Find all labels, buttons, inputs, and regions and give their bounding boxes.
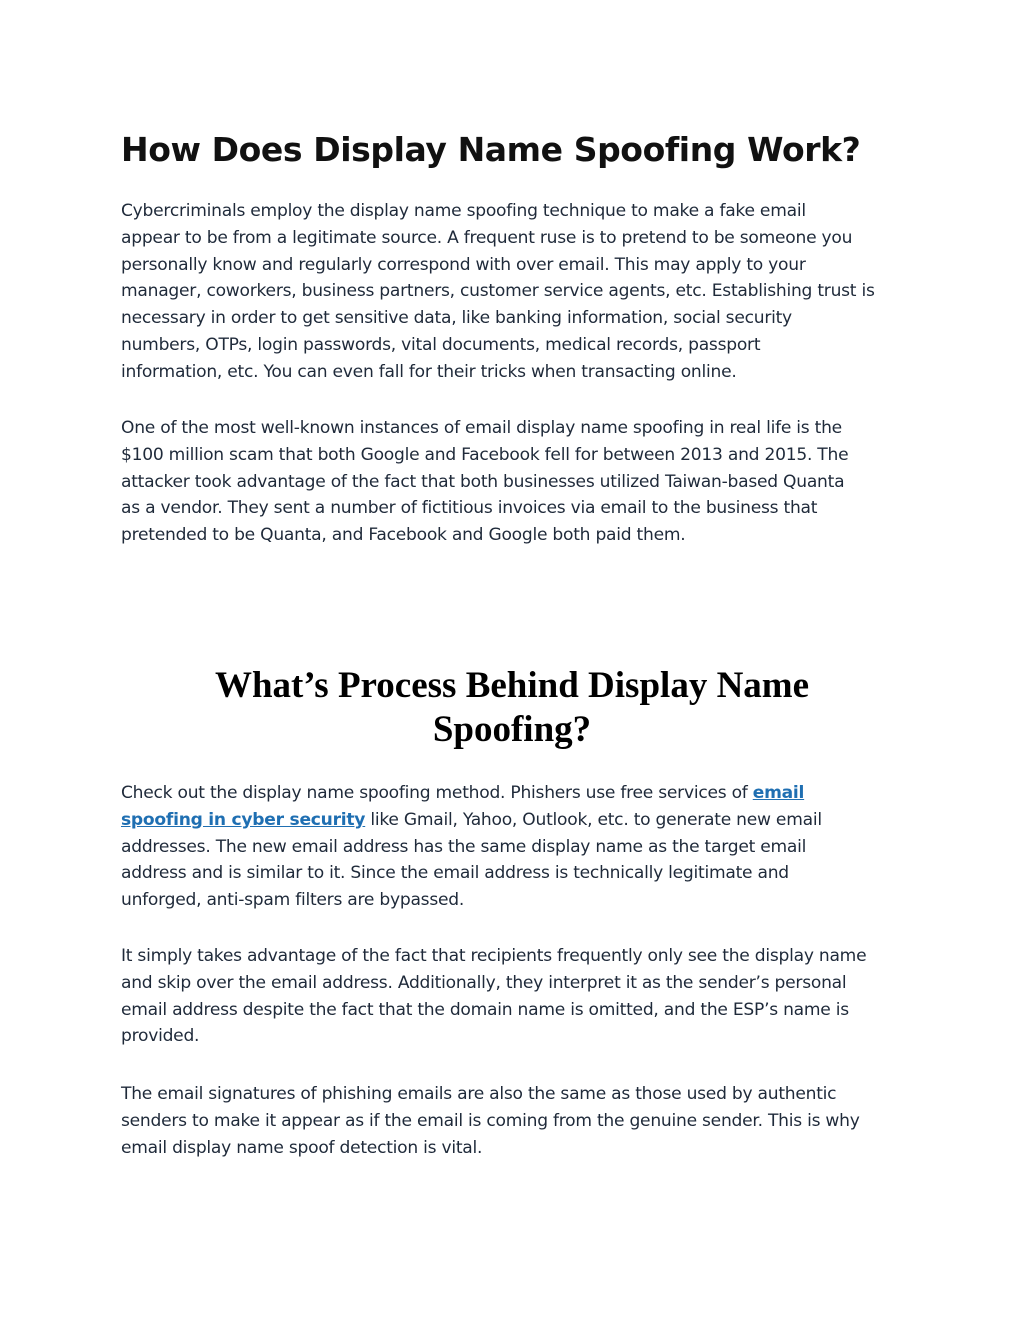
text-line: address and is similar to it. Since the email address is technically legitimate and <box>121 863 789 884</box>
text-line: appear to be from a legitimate source. A frequent ruse is to pretend to be someone you <box>121 227 853 248</box>
text-line: addresses. The new email address has the same display name as the target email <box>121 836 807 857</box>
section2-paragraph-3 <box>121 1081 911 1161</box>
text-line: email address despite the fact that the domain name is omitted, and the ESP’s name is <box>121 999 849 1020</box>
text-segment: like Gmail, Yahoo, Outlook, etc. to generate new email <box>365 809 822 830</box>
heading-line: Spoofing? <box>432 709 592 750</box>
section2-heading <box>121 664 903 752</box>
text-line: attacker took advantage of the fact that both businesses utilized Taiwan-based Quanta <box>121 471 845 492</box>
text-line: information, etc. You can even fall for their tricks when transacting online. <box>121 361 737 382</box>
section2-paragraph-2 <box>121 943 911 1050</box>
text-line <box>121 780 911 807</box>
text-line: The email signatures of phishing emails are also the same as those used by authentic <box>121 1084 837 1104</box>
text-line: and skip over the email address. Additionally, they interpret it as the sender’s personal <box>121 972 847 993</box>
text-line: manager, coworkers, business partners, customer service agents, etc. Establishing trust is <box>121 281 875 302</box>
text-line: pretended to be Quanta, and Facebook and Google both paid them. <box>121 525 686 546</box>
text-line: senders to make it appear as if the email is coming from the genuine sender. This is why <box>121 1110 860 1131</box>
section1-paragraph-1 <box>121 198 911 386</box>
text-line: One of the most well-known instances of email display name spoofing in real life is the <box>121 418 842 438</box>
text-line: provided. <box>121 1026 200 1047</box>
text-segment: Check out the display name spoofing method. Phishers use free services of <box>121 783 753 803</box>
text-line: It simply takes advantage of the fact that recipients frequently only see the display name <box>121 946 867 966</box>
text-line <box>121 807 911 834</box>
text-line: Cybercriminals employ the display name spoofing technique to make a fake email <box>121 201 806 221</box>
section1-paragraph-2 <box>121 415 911 549</box>
text-line: personally know and regularly correspond with over email. This may apply to your <box>121 254 806 275</box>
text-line: necessary in order to get sensitive data, like banking information, social security <box>121 308 792 329</box>
text-line: as a vendor. They sent a number of fictitious invoices via email to the business that <box>121 498 818 519</box>
text-line: $100 million scam that both Google and Facebook fell for between 2013 and 2015. The <box>121 444 849 465</box>
text-line: unforged, anti-spam filters are bypassed. <box>121 890 465 911</box>
heading-line: What’s Process Behind Display Name <box>214 665 810 706</box>
text-line: numbers, OTPs, login passwords, vital documents, medical records, passport <box>121 334 761 355</box>
section2-paragraph-1 <box>121 780 911 914</box>
email-spoofing-link-continued[interactable]: spoofing in cyber security <box>121 809 366 830</box>
email-spoofing-link[interactable]: email <box>752 783 805 803</box>
section1-heading: How Does Display Name Spoofing Work? <box>121 130 861 169</box>
text-line: email display name spoof detection is vital. <box>121 1137 483 1158</box>
